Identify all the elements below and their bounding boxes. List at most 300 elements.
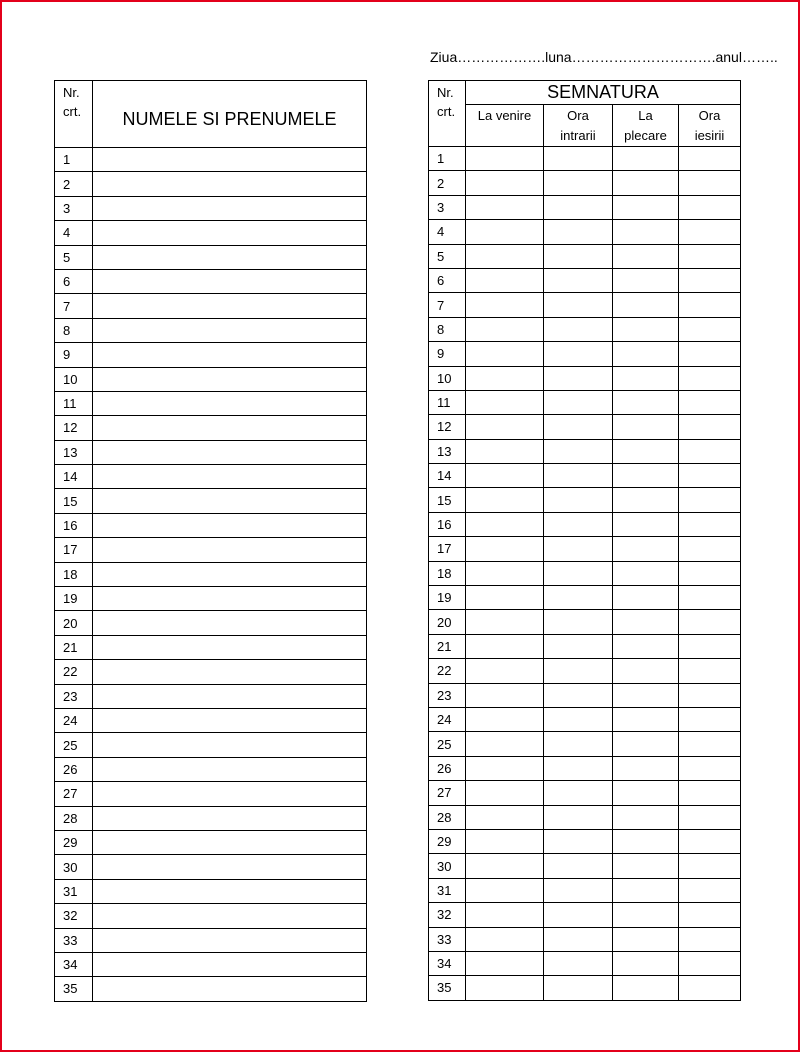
table-row xyxy=(429,147,741,171)
row-number: 31 xyxy=(55,879,93,903)
la-plecare-cell[interactable] xyxy=(613,244,679,268)
table-row xyxy=(429,366,741,390)
column-header-line1: Ora xyxy=(698,108,721,123)
la-venire-cell[interactable] xyxy=(466,439,544,463)
ora-intrarii-cell[interactable] xyxy=(544,878,613,902)
ora-intrarii-cell[interactable] xyxy=(544,829,613,853)
table-row xyxy=(55,172,367,196)
row-number: 17 xyxy=(55,538,93,562)
row-number: 34 xyxy=(55,952,93,976)
ora-intrarii-cell[interactable] xyxy=(544,464,613,488)
name-cell[interactable] xyxy=(93,855,367,879)
row-number: 7 xyxy=(429,293,466,317)
la-plecare-cell[interactable] xyxy=(613,707,679,731)
row-number: 21 xyxy=(429,634,466,658)
la-venire-cell[interactable] xyxy=(466,366,544,390)
table-row xyxy=(429,634,741,658)
table-row xyxy=(429,195,741,219)
table-row xyxy=(429,220,741,244)
table-row xyxy=(429,756,741,780)
ora-iesirii-cell[interactable] xyxy=(679,610,741,634)
la-plecare-cell[interactable] xyxy=(613,439,679,463)
la-plecare-cell[interactable] xyxy=(613,147,679,171)
la-venire-cell[interactable] xyxy=(466,854,544,878)
ora-iesirii-cell[interactable] xyxy=(679,439,741,463)
ora-iesirii-cell[interactable] xyxy=(679,586,741,610)
table-row xyxy=(429,317,741,341)
ora-intrarii-cell[interactable] xyxy=(544,805,613,829)
name-cell[interactable] xyxy=(93,318,367,342)
name-cell[interactable] xyxy=(93,733,367,757)
ora-iesirii-cell[interactable] xyxy=(679,537,741,561)
la-plecare-cell[interactable] xyxy=(613,829,679,853)
row-number: 19 xyxy=(55,587,93,611)
la-plecare-cell[interactable] xyxy=(613,464,679,488)
name-cell[interactable] xyxy=(93,513,367,537)
row-number: 27 xyxy=(429,781,466,805)
ora-iesirii-cell[interactable] xyxy=(679,756,741,780)
ora-iesirii-cell[interactable] xyxy=(679,903,741,927)
la-plecare-cell[interactable] xyxy=(613,683,679,707)
row-number: 25 xyxy=(55,733,93,757)
la-venire-cell[interactable] xyxy=(466,903,544,927)
ora-iesirii-cell[interactable] xyxy=(679,951,741,975)
ora-iesirii-cell[interactable] xyxy=(679,488,741,512)
ora-iesirii-cell[interactable] xyxy=(679,512,741,536)
signature-table xyxy=(428,80,741,1001)
name-cell[interactable] xyxy=(93,952,367,976)
name-cell[interactable] xyxy=(93,879,367,903)
la-plecare-cell[interactable] xyxy=(613,756,679,780)
ora-intrarii-cell[interactable] xyxy=(544,976,613,1000)
la-venire-cell[interactable] xyxy=(466,878,544,902)
row-number: 35 xyxy=(429,976,466,1000)
name-cell[interactable] xyxy=(93,684,367,708)
ora-intrarii-cell[interactable] xyxy=(544,390,613,414)
row-number: 33 xyxy=(55,928,93,952)
table-row xyxy=(55,635,367,659)
row-number: 30 xyxy=(429,854,466,878)
la-plecare-cell[interactable] xyxy=(613,976,679,1000)
ora-intrarii-cell[interactable] xyxy=(544,366,613,390)
table-row xyxy=(429,903,741,927)
nr-crt-header xyxy=(429,81,466,147)
la-plecare-cell[interactable] xyxy=(613,903,679,927)
ora-iesirii-cell[interactable] xyxy=(679,829,741,853)
ora-intrarii-cell[interactable] xyxy=(544,537,613,561)
ora-iesirii-cell[interactable] xyxy=(679,878,741,902)
name-cell[interactable] xyxy=(93,172,367,196)
la-venire-cell[interactable] xyxy=(466,268,544,292)
table-row xyxy=(429,293,741,317)
la-plecare-cell[interactable] xyxy=(613,293,679,317)
ora-intrarii-cell[interactable] xyxy=(544,659,613,683)
row-number: 4 xyxy=(55,221,93,245)
la-plecare-cell[interactable] xyxy=(613,488,679,512)
ora-iesirii-cell[interactable] xyxy=(679,147,741,171)
table-row xyxy=(55,928,367,952)
name-cell[interactable] xyxy=(93,587,367,611)
name-cell[interactable] xyxy=(93,245,367,269)
ora-iesirii-cell[interactable] xyxy=(679,732,741,756)
nr-header-line1: Nr. xyxy=(437,85,454,100)
table-row xyxy=(429,976,741,1000)
table-row xyxy=(55,855,367,879)
row-number: 26 xyxy=(55,757,93,781)
table-row xyxy=(55,904,367,928)
ora-intrarii-cell[interactable] xyxy=(544,244,613,268)
column-header-la-venire xyxy=(466,105,544,147)
row-number: 7 xyxy=(55,294,93,318)
row-number: 10 xyxy=(429,366,466,390)
table-row xyxy=(55,465,367,489)
la-venire-cell[interactable] xyxy=(466,732,544,756)
signature-subheader-row xyxy=(429,105,741,147)
la-venire-cell[interactable] xyxy=(466,415,544,439)
ora-iesirii-cell[interactable] xyxy=(679,268,741,292)
ora-intrarii-cell[interactable] xyxy=(544,634,613,658)
table-row xyxy=(429,561,741,585)
la-venire-cell[interactable] xyxy=(466,634,544,658)
column-header-line2: iesirii xyxy=(694,128,725,143)
table-row xyxy=(55,440,367,464)
table-row xyxy=(55,830,367,854)
table-row xyxy=(429,586,741,610)
name-cell[interactable] xyxy=(93,367,367,391)
column-header-la-plecare xyxy=(613,105,679,147)
la-plecare-cell[interactable] xyxy=(613,634,679,658)
ora-iesirii-cell[interactable] xyxy=(679,659,741,683)
la-venire-cell[interactable] xyxy=(466,707,544,731)
ora-intrarii-cell[interactable] xyxy=(544,415,613,439)
row-number: 2 xyxy=(55,172,93,196)
row-number: 33 xyxy=(429,927,466,951)
name-cell[interactable] xyxy=(93,757,367,781)
table-row xyxy=(55,269,367,293)
name-cell[interactable] xyxy=(93,391,367,415)
ora-intrarii-cell[interactable] xyxy=(544,220,613,244)
name-cell[interactable] xyxy=(93,489,367,513)
row-number: 15 xyxy=(429,488,466,512)
ora-iesirii-cell[interactable] xyxy=(679,561,741,585)
table-row xyxy=(55,733,367,757)
row-number: 10 xyxy=(55,367,93,391)
row-number: 9 xyxy=(429,342,466,366)
la-venire-cell[interactable] xyxy=(466,488,544,512)
la-plecare-cell[interactable] xyxy=(613,610,679,634)
nr-header-line1: Nr. xyxy=(63,85,80,100)
la-venire-cell[interactable] xyxy=(466,805,544,829)
la-venire-cell[interactable] xyxy=(466,244,544,268)
ora-intrarii-cell[interactable] xyxy=(544,610,613,634)
table-row xyxy=(429,805,741,829)
la-venire-cell[interactable] xyxy=(466,781,544,805)
table-row xyxy=(429,878,741,902)
row-number: 30 xyxy=(55,855,93,879)
ora-intrarii-cell[interactable] xyxy=(544,171,613,195)
la-plecare-cell[interactable] xyxy=(613,854,679,878)
table-row xyxy=(55,660,367,684)
row-number: 22 xyxy=(429,659,466,683)
la-plecare-cell[interactable] xyxy=(613,561,679,585)
ora-intrarii-cell[interactable] xyxy=(544,903,613,927)
row-number: 23 xyxy=(55,684,93,708)
la-plecare-cell[interactable] xyxy=(613,415,679,439)
table-row xyxy=(55,684,367,708)
row-number: 21 xyxy=(55,635,93,659)
la-plecare-cell[interactable] xyxy=(613,195,679,219)
name-cell[interactable] xyxy=(93,928,367,952)
ora-intrarii-cell[interactable] xyxy=(544,439,613,463)
name-cell[interactable] xyxy=(93,221,367,245)
table-row xyxy=(429,171,741,195)
name-cell[interactable] xyxy=(93,269,367,293)
table-row xyxy=(55,538,367,562)
name-cell[interactable] xyxy=(93,440,367,464)
ora-iesirii-cell[interactable] xyxy=(679,342,741,366)
ora-intrarii-cell[interactable] xyxy=(544,342,613,366)
row-number: 3 xyxy=(55,196,93,220)
table-row xyxy=(55,562,367,586)
ora-intrarii-cell[interactable] xyxy=(544,854,613,878)
ora-iesirii-cell[interactable] xyxy=(679,171,741,195)
ora-iesirii-cell[interactable] xyxy=(679,927,741,951)
ora-intrarii-cell[interactable] xyxy=(544,488,613,512)
la-plecare-cell[interactable] xyxy=(613,220,679,244)
table-row xyxy=(55,977,367,1001)
name-cell[interactable] xyxy=(93,830,367,854)
row-number: 16 xyxy=(55,513,93,537)
row-number: 1 xyxy=(55,148,93,172)
ora-iesirii-cell[interactable] xyxy=(679,634,741,658)
ora-iesirii-cell[interactable] xyxy=(679,390,741,414)
table-row xyxy=(429,537,741,561)
table-row xyxy=(55,294,367,318)
column-header-line2: plecare xyxy=(624,128,667,143)
ora-intrarii-cell[interactable] xyxy=(544,756,613,780)
la-venire-cell[interactable] xyxy=(466,464,544,488)
ora-intrarii-cell[interactable] xyxy=(544,147,613,171)
name-cell[interactable] xyxy=(93,294,367,318)
name-cell[interactable] xyxy=(93,465,367,489)
row-number: 29 xyxy=(429,829,466,853)
la-plecare-cell[interactable] xyxy=(613,732,679,756)
row-number: 18 xyxy=(429,561,466,585)
ora-intrarii-cell[interactable] xyxy=(544,317,613,341)
ora-iesirii-cell[interactable] xyxy=(679,195,741,219)
table-row xyxy=(429,659,741,683)
la-venire-cell[interactable] xyxy=(466,610,544,634)
row-number: 32 xyxy=(55,904,93,928)
name-cell[interactable] xyxy=(93,977,367,1001)
row-number: 13 xyxy=(429,439,466,463)
la-venire-cell[interactable] xyxy=(466,342,544,366)
ora-iesirii-cell[interactable] xyxy=(679,707,741,731)
ora-iesirii-cell[interactable] xyxy=(679,317,741,341)
row-number: 35 xyxy=(55,977,93,1001)
row-number: 14 xyxy=(55,465,93,489)
row-number: 5 xyxy=(429,244,466,268)
ora-intrarii-cell[interactable] xyxy=(544,195,613,219)
la-plecare-cell[interactable] xyxy=(613,781,679,805)
signature-table-header xyxy=(429,81,741,105)
table-row xyxy=(429,464,741,488)
table-row xyxy=(429,707,741,731)
ora-iesirii-cell[interactable] xyxy=(679,220,741,244)
name-cell[interactable] xyxy=(93,611,367,635)
row-number: 31 xyxy=(429,878,466,902)
la-plecare-cell[interactable] xyxy=(613,537,679,561)
table-row xyxy=(429,854,741,878)
table-row xyxy=(429,439,741,463)
table-row xyxy=(55,196,367,220)
la-plecare-cell[interactable] xyxy=(613,659,679,683)
la-plecare-cell[interactable] xyxy=(613,366,679,390)
name-cell[interactable] xyxy=(93,538,367,562)
ora-intrarii-cell[interactable] xyxy=(544,927,613,951)
la-venire-cell[interactable] xyxy=(466,293,544,317)
table-row xyxy=(55,757,367,781)
name-cell[interactable] xyxy=(93,806,367,830)
ora-intrarii-cell[interactable] xyxy=(544,586,613,610)
table-row xyxy=(55,367,367,391)
ora-intrarii-cell[interactable] xyxy=(544,683,613,707)
la-plecare-cell[interactable] xyxy=(613,805,679,829)
names-table-header xyxy=(55,81,367,148)
ora-iesirii-cell[interactable] xyxy=(679,415,741,439)
ora-intrarii-cell[interactable] xyxy=(544,707,613,731)
ora-iesirii-cell[interactable] xyxy=(679,781,741,805)
ora-intrarii-cell[interactable] xyxy=(544,293,613,317)
row-number: 11 xyxy=(55,391,93,415)
table-row xyxy=(429,342,741,366)
la-venire-cell[interactable] xyxy=(466,756,544,780)
ora-intrarii-cell[interactable] xyxy=(544,951,613,975)
name-header: NUMELE SI PRENUMELE xyxy=(93,81,367,148)
row-number: 27 xyxy=(55,782,93,806)
row-number: 20 xyxy=(55,611,93,635)
la-plecare-cell[interactable] xyxy=(613,390,679,414)
row-number: 24 xyxy=(55,708,93,732)
table-row xyxy=(429,829,741,853)
ora-iesirii-cell[interactable] xyxy=(679,805,741,829)
ora-intrarii-cell[interactable] xyxy=(544,781,613,805)
la-venire-cell[interactable] xyxy=(466,586,544,610)
row-number: 12 xyxy=(55,416,93,440)
table-row xyxy=(429,927,741,951)
row-number: 23 xyxy=(429,683,466,707)
column-header-line1: La xyxy=(638,108,653,123)
la-venire-cell[interactable] xyxy=(466,171,544,195)
la-venire-cell[interactable] xyxy=(466,927,544,951)
la-venire-cell[interactable] xyxy=(466,683,544,707)
la-venire-cell[interactable] xyxy=(466,537,544,561)
table-row xyxy=(55,343,367,367)
name-cell[interactable] xyxy=(93,708,367,732)
table-row xyxy=(55,245,367,269)
la-venire-cell[interactable] xyxy=(466,317,544,341)
la-plecare-cell[interactable] xyxy=(613,586,679,610)
row-number: 34 xyxy=(429,951,466,975)
name-cell[interactable] xyxy=(93,635,367,659)
name-cell[interactable] xyxy=(93,148,367,172)
ora-iesirii-cell[interactable] xyxy=(679,366,741,390)
name-cell[interactable] xyxy=(93,343,367,367)
la-plecare-cell[interactable] xyxy=(613,342,679,366)
ora-intrarii-cell[interactable] xyxy=(544,561,613,585)
table-row xyxy=(55,513,367,537)
la-venire-cell[interactable] xyxy=(466,220,544,244)
la-plecare-cell[interactable] xyxy=(613,878,679,902)
ora-iesirii-cell[interactable] xyxy=(679,244,741,268)
ora-iesirii-cell[interactable] xyxy=(679,464,741,488)
ora-iesirii-cell[interactable] xyxy=(679,683,741,707)
table-row xyxy=(55,806,367,830)
table-row xyxy=(55,587,367,611)
nr-header-line2: crt. xyxy=(63,104,82,119)
row-number: 16 xyxy=(429,512,466,536)
la-plecare-cell[interactable] xyxy=(613,171,679,195)
row-number: 5 xyxy=(55,245,93,269)
nr-crt-header xyxy=(55,81,93,148)
column-header-ora-intrarii xyxy=(544,105,613,147)
table-row xyxy=(55,611,367,635)
la-plecare-cell[interactable] xyxy=(613,268,679,292)
la-venire-cell[interactable] xyxy=(466,561,544,585)
ora-iesirii-cell[interactable] xyxy=(679,293,741,317)
la-plecare-cell[interactable] xyxy=(613,512,679,536)
la-venire-cell[interactable] xyxy=(466,976,544,1000)
la-venire-cell[interactable] xyxy=(466,512,544,536)
ora-iesirii-cell[interactable] xyxy=(679,976,741,1000)
row-number: 26 xyxy=(429,756,466,780)
name-cell[interactable] xyxy=(93,782,367,806)
ora-iesirii-cell[interactable] xyxy=(679,854,741,878)
table-row xyxy=(429,244,741,268)
name-cell[interactable] xyxy=(93,416,367,440)
row-number: 20 xyxy=(429,610,466,634)
row-number: 6 xyxy=(55,269,93,293)
la-plecare-cell[interactable] xyxy=(613,317,679,341)
la-plecare-cell[interactable] xyxy=(613,951,679,975)
table-row xyxy=(55,782,367,806)
table-row xyxy=(429,488,741,512)
la-venire-cell[interactable] xyxy=(466,951,544,975)
ora-intrarii-cell[interactable] xyxy=(544,732,613,756)
name-cell[interactable] xyxy=(93,562,367,586)
row-number: 19 xyxy=(429,586,466,610)
row-number: 3 xyxy=(429,195,466,219)
row-number: 28 xyxy=(55,806,93,830)
la-venire-cell[interactable] xyxy=(466,390,544,414)
name-cell[interactable] xyxy=(93,660,367,684)
la-venire-cell[interactable] xyxy=(466,829,544,853)
table-row xyxy=(55,148,367,172)
table-row xyxy=(429,390,741,414)
la-venire-cell[interactable] xyxy=(466,147,544,171)
la-venire-cell[interactable] xyxy=(466,195,544,219)
name-cell[interactable] xyxy=(93,196,367,220)
ora-intrarii-cell[interactable] xyxy=(544,512,613,536)
table-row xyxy=(429,732,741,756)
la-plecare-cell[interactable] xyxy=(613,927,679,951)
la-venire-cell[interactable] xyxy=(466,659,544,683)
row-number: 4 xyxy=(429,220,466,244)
name-cell[interactable] xyxy=(93,904,367,928)
ora-intrarii-cell[interactable] xyxy=(544,268,613,292)
row-number: 13 xyxy=(55,440,93,464)
names-table xyxy=(54,80,367,1002)
